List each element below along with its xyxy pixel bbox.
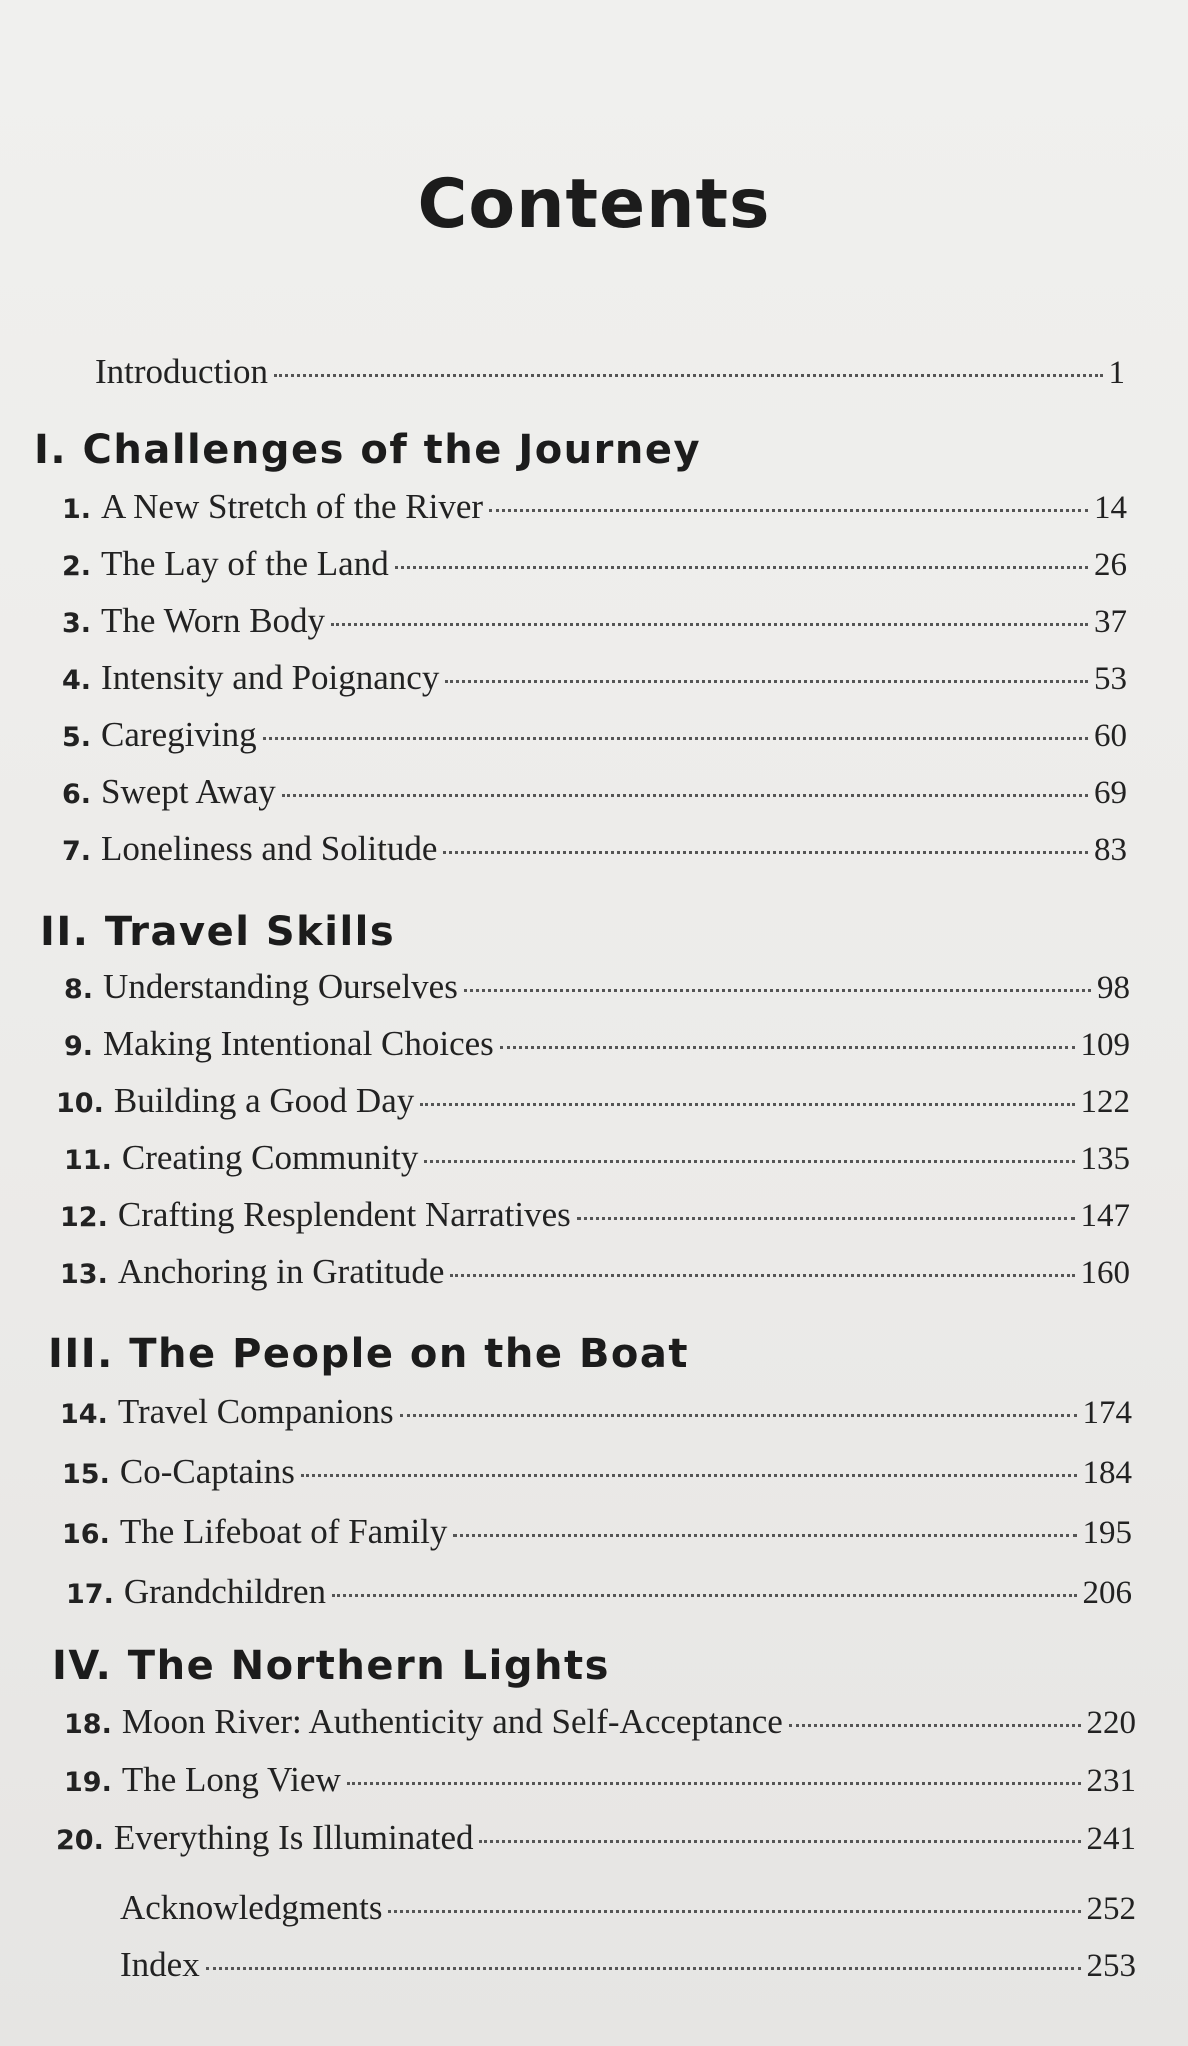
dot-leader (274, 374, 1102, 377)
dot-leader (464, 989, 1091, 992)
chapter-page: 231 (1086, 1763, 1136, 1799)
chapter-title: Everything Is Illuminated (113, 1818, 474, 1857)
chapter-title: Building a Good Day (113, 1081, 415, 1120)
toc-entry-chapter (56, 1818, 1136, 1864)
chapter-title: A New Stretch of the River (101, 487, 484, 526)
chapter-page: 195 (1082, 1515, 1132, 1551)
dot-leader (453, 1534, 1076, 1537)
chapter-number: 19. (64, 1767, 112, 1798)
chapter-number: 13. (60, 1259, 108, 1290)
chapter-page: 206 (1082, 1575, 1132, 1611)
entry-label: Acknowledgments (120, 1888, 383, 1927)
chapter-title: The Long View (121, 1760, 341, 1799)
toc-entry-chapter (62, 772, 1127, 818)
toc-entry-chapter (62, 658, 1127, 704)
dot-leader (301, 1474, 1077, 1477)
chapter-number: 7. (62, 836, 92, 867)
chapter-page: 98 (1097, 970, 1130, 1006)
dot-leader (388, 1910, 1080, 1913)
toc-entry-acknowledgments (120, 1888, 1136, 1934)
chapter-title: Caregiving (101, 715, 257, 754)
dot-leader (282, 794, 1088, 797)
chapter-title: The Worn Body (101, 601, 326, 640)
chapter-page: 147 (1080, 1198, 1130, 1234)
dot-leader (789, 1724, 1081, 1727)
toc-entry-chapter (56, 1081, 1130, 1127)
dot-leader (424, 1160, 1074, 1163)
dot-leader (577, 1217, 1075, 1220)
dot-leader (445, 680, 1088, 683)
chapter-page: 160 (1080, 1255, 1130, 1291)
part-heading: IV. The Northern Lights (52, 1643, 610, 1689)
chapter-title: The Lay of the Land (101, 544, 389, 583)
chapter-page: 69 (1094, 775, 1127, 811)
chapter-number: 17. (66, 1579, 114, 1610)
chapter-number: 2. (62, 551, 92, 582)
dot-leader (489, 509, 1088, 512)
chapter-title: Intensity and Poignancy (101, 658, 440, 697)
toc-entry-chapter (64, 1702, 1136, 1748)
chapter-title: The Lifeboat of Family (119, 1512, 448, 1551)
dot-leader (479, 1840, 1080, 1843)
dot-leader (332, 1594, 1077, 1597)
dot-leader (347, 1782, 1081, 1785)
entry-label: Index (120, 1945, 200, 1984)
chapter-page: 60 (1094, 718, 1127, 754)
chapter-page: 109 (1080, 1027, 1130, 1063)
chapter-page: 83 (1094, 832, 1127, 868)
chapter-number: 20. (56, 1825, 104, 1856)
chapter-title: Making Intentional Choices (103, 1024, 494, 1063)
toc-entry-chapter (64, 1760, 1136, 1806)
dot-leader (395, 566, 1088, 569)
chapter-title: Grandchildren (123, 1572, 326, 1611)
entry-page: 1 (1108, 355, 1125, 391)
entry-page: 252 (1086, 1891, 1136, 1927)
toc-entry-chapter (62, 1452, 1132, 1498)
chapter-number: 11. (64, 1145, 112, 1176)
dot-leader (400, 1414, 1077, 1417)
toc-entry-chapter (66, 1572, 1132, 1618)
chapter-number: 14. (60, 1399, 108, 1430)
dot-leader (206, 1967, 1081, 1970)
toc-entry-chapter (64, 1138, 1130, 1184)
toc-entry-chapter (64, 967, 1130, 1013)
chapter-page: 174 (1082, 1395, 1132, 1431)
chapter-number: 12. (60, 1202, 108, 1233)
part-heading: II. Travel Skills (40, 909, 396, 955)
chapter-number: 6. (62, 779, 92, 810)
dot-leader (443, 851, 1088, 854)
chapter-number: 1. (62, 494, 92, 525)
chapter-title: Crafting Resplendent Narratives (117, 1195, 571, 1234)
chapter-title: Moon River: Authenticity and Self-Acceptance (121, 1702, 783, 1741)
chapter-title: Anchoring in Gratitude (117, 1252, 445, 1291)
dot-leader (420, 1103, 1074, 1106)
toc-entry-index (120, 1945, 1136, 1991)
chapter-title: Loneliness and Solitude (101, 829, 438, 868)
dot-leader (450, 1274, 1074, 1277)
chapter-number: 4. (62, 665, 92, 696)
toc-entry-chapter (62, 544, 1127, 590)
chapter-page: 122 (1080, 1084, 1130, 1120)
part-heading: I. Challenges of the Journey (34, 427, 702, 473)
part-heading: III. The People on the Boat (48, 1331, 690, 1377)
toc-entry-chapter (64, 1024, 1130, 1070)
chapter-number: 15. (62, 1459, 110, 1490)
chapter-number: 10. (56, 1088, 104, 1119)
chapter-page: 220 (1086, 1705, 1136, 1741)
toc-entry-chapter (60, 1392, 1132, 1438)
chapter-page: 53 (1094, 661, 1127, 697)
chapter-number: 18. (64, 1709, 112, 1740)
entry-label: Introduction (95, 352, 269, 391)
chapter-title: Creating Community (121, 1138, 419, 1177)
chapter-title: Understanding Ourselves (103, 967, 458, 1006)
chapter-page: 26 (1094, 547, 1127, 583)
chapter-page: 37 (1094, 604, 1127, 640)
toc-entry-introduction (95, 352, 1125, 398)
dot-leader (263, 737, 1088, 740)
toc-entry-chapter (62, 829, 1127, 875)
chapter-title: Swept Away (101, 772, 276, 811)
chapter-page: 14 (1094, 490, 1127, 526)
chapter-page: 241 (1086, 1821, 1136, 1857)
dot-leader (331, 623, 1088, 626)
page-title: Contents (417, 165, 771, 244)
toc-entry-chapter (62, 1512, 1132, 1558)
chapter-title: Co-Captains (119, 1452, 295, 1491)
chapter-page: 135 (1080, 1141, 1130, 1177)
chapter-number: 16. (62, 1519, 110, 1550)
toc-entry-chapter (60, 1252, 1130, 1298)
toc-entry-chapter (62, 715, 1127, 761)
entry-page: 253 (1086, 1948, 1136, 1984)
chapter-number: 8. (64, 974, 94, 1005)
chapter-number: 5. (62, 722, 92, 753)
chapter-number: 9. (64, 1031, 94, 1062)
chapter-page: 184 (1082, 1455, 1132, 1491)
toc-entry-chapter (62, 487, 1127, 533)
chapter-number: 3. (62, 608, 92, 639)
chapter-title: Travel Companions (117, 1392, 394, 1431)
dot-leader (500, 1046, 1075, 1049)
toc-entry-chapter (60, 1195, 1130, 1241)
toc-entry-chapter (62, 601, 1127, 647)
